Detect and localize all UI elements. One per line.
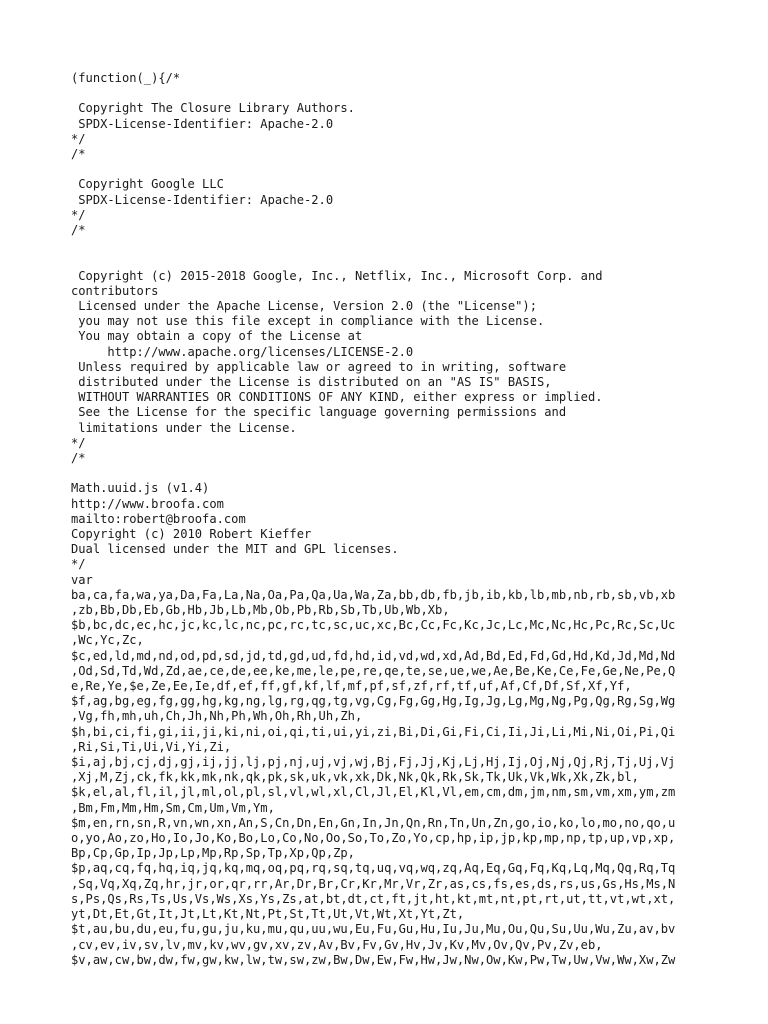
code-line [71, 86, 699, 101]
code-line: $p,aq,cq,fq,hq,iq,jq,kq,mq,oq,pq,rq,sq,tq,uq,vq,wq,zq,Aq,Eq,Gq,Fq,Kq,Lq,Mq,Qq,Rq,Tq [71, 861, 676, 876]
code-line: ,cv,ev,iv,sv,lv,mv,kv,wv,gv,xv,zv,Av,Bv,Fv,Gv,Hv,Jv,Kv,Mv,Ov,Qv,Pv,Zv,eb, [71, 937, 603, 952]
code-line: ,Xj,M,Zj,ck,fk,kk,mk,nk,qk,pk,sk,uk,vk,xk,Dk,Nk,Qk,Rk,Sk,Tk,Uk,Vk,Wk,Xk,Zk,bl, [71, 770, 639, 785]
code-line: Unless required by applicable law or agreed to in writing, software [71, 359, 567, 374]
code-line: */ [71, 207, 86, 222]
code-line: Math.uuid.js (v1.4) [71, 481, 210, 496]
code-line: SPDX-License-Identifier: Apache-2.0 [71, 116, 334, 131]
code-line: mailto:robert@broofa.com [71, 511, 246, 526]
code-line: $c,ed,ld,md,nd,od,pd,sd,jd,td,gd,ud,fd,hd,id,vd,wd,xd,Ad,Bd,Ed,Fd,Gd,Hd,Kd,Jd,Md,Nd [71, 648, 676, 663]
code-line: /* [71, 223, 86, 237]
code-line: Copyright Google LLC [71, 177, 224, 192]
code-line: */ [71, 557, 86, 572]
code-line: /* [71, 451, 86, 466]
code-line: s,Ps,Qs,Rs,Ts,Us,Vs,Ws,Xs,Ys,Zs,at,bt,dt,ct,ft,jt,ht,kt,mt,nt,pt,rt,ut,tt,vt,wt,xt, [71, 891, 676, 906]
code-line: $t,au,bu,du,eu,fu,gu,ju,ku,mu,qu,uu,wu,Eu,Fu,Gu,Hu,Iu,Ju,Mu,Ou,Qu,Su,Uu,Wu,Zu,av,bv [71, 922, 676, 937]
code-line: ba,ca,fa,wa,ya,Da,Fa,La,Na,Oa,Pa,Qa,Ua,Wa,Za,bb,db,fb,jb,ib,kb,lb,mb,nb,rb,sb,vb,xb [71, 587, 676, 602]
code-line: http://www.broofa.com [71, 496, 224, 511]
code-line: ,Wc,Yc,Zc, [71, 633, 144, 648]
code-line: Copyright The Closure Library Authors. [71, 101, 355, 116]
code-line: contributors [71, 283, 159, 298]
code-line: ,Sq,Vq,Xq,Zq,hr,jr,or,qr,rr,Ar,Dr,Br,Cr,Kr,Mr,Vr,Zr,as,cs,fs,es,ds,rs,us,Gs,Hs,Ms,N [71, 876, 676, 891]
code-line: (function(_){/* [71, 71, 181, 85]
code-line: $v,aw,cw,bw,dw,fw,gw,kw,lw,tw,sw,zw,Bw,Dw,Ew,Fw,Hw,Jw,Nw,Ow,Kw,Pw,Tw,Uw,Vw,Ww,Xw,Zw [71, 952, 676, 967]
code-line: distributed under the License is distributed on an "AS IS" BASIS, [71, 375, 552, 389]
code-line: $f,ag,bg,eg,fg,gg,hg,kg,ng,lg,rg,qg,tg,vg,Cg,Fg,Gg,Hg,Ig,Jg,Lg,Mg,Ng,Pg,Qg,Rg,Sg,Wg [71, 694, 676, 709]
code-line: http://www.apache.org/licenses/LICENSE-2.0 [71, 344, 414, 359]
code-line [71, 238, 699, 253]
code-line: Bp,Cp,Gp,Ip,Jp,Lp,Mp,Rp,Sp,Tp,Xp,Qp,Zp, [71, 846, 355, 861]
code-document [71, 71, 699, 968]
code-line: Dual licensed under the MIT and GPL licenses. [71, 542, 399, 557]
code-line: o,yo,Ao,zo,Ho,Io,Jo,Ko,Bo,Lo,Co,No,Oo,So,To,Zo,Yo,cp,hp,ip,jp,kp,mp,np,tp,up,vp,xp, [71, 831, 676, 846]
code-line: yt,Dt,Et,Gt,It,Jt,Lt,Kt,Nt,Pt,St,Tt,Ut,Vt,Wt,Xt,Yt,Zt, [71, 907, 465, 922]
code-line: var [71, 572, 93, 587]
code-line: /* [71, 147, 86, 161]
code-line: Copyright (c) 2010 Robert Kieffer [71, 527, 312, 542]
code-line: SPDX-License-Identifier: Apache-2.0 [71, 192, 334, 207]
code-line [71, 466, 699, 481]
code-line: ,Bm,Fm,Mm,Hm,Sm,Cm,Um,Vm,Ym, [71, 800, 275, 815]
code-line: limitations under the License. [71, 420, 297, 435]
code-line: $b,bc,dc,ec,hc,jc,kc,lc,nc,pc,rc,tc,sc,uc,xc,Bc,Cc,Fc,Kc,Jc,Lc,Mc,Nc,Hc,Pc,Rc,Sc,Uc [71, 618, 676, 633]
code-line: e,Re,Ye,$e,Ze,Ee,Ie,df,ef,ff,gf,kf,lf,mf,pf,sf,zf,rf,tf,uf,Af,Cf,Df,Sf,Xf,Yf, [71, 679, 632, 694]
code-line: */ [71, 131, 86, 146]
code-line: $i,aj,bj,cj,dj,gj,ij,jj,lj,pj,nj,uj,vj,wj,Bj,Fj,Jj,Kj,Lj,Hj,Ij,Oj,Nj,Qj,Rj,Tj,Uj,Vj [71, 755, 676, 770]
code-line: Copyright (c) 2015-2018 Google, Inc., Netflix, Inc., Microsoft Corp. and [71, 268, 603, 283]
code-line: */ [71, 435, 86, 450]
code-line: $h,bi,ci,fi,gi,ii,ji,ki,ni,oi,qi,ti,ui,yi,zi,Bi,Di,Gi,Fi,Ci,Ii,Ji,Li,Mi,Ni,Oi,Pi,Qi [71, 724, 676, 739]
code-line [71, 162, 699, 177]
code-line: ,Od,Sd,Td,Wd,Zd,ae,ce,de,ee,ke,me,le,pe,re,qe,te,se,ue,we,Ae,Be,Ke,Ce,Fe,Ge,Ne,Pe,Q [71, 663, 676, 678]
code-line: $k,el,al,fl,il,jl,ml,ol,pl,sl,vl,wl,xl,Cl,Jl,El,Kl,Vl,em,cm,dm,jm,nm,sm,vm,xm,ym,zm [71, 785, 676, 800]
code-line: ,Vg,fh,mh,uh,Ch,Jh,Nh,Ph,Wh,Oh,Rh,Uh,Zh, [71, 709, 363, 724]
code-line: See the License for the specific language governing permissions and [71, 405, 567, 420]
code-line: ,zb,Bb,Db,Eb,Gb,Hb,Jb,Lb,Mb,Ob,Pb,Rb,Sb,Tb,Ub,Wb,Xb, [71, 603, 450, 618]
code-line: you may not use this file except in compliance with the License. [71, 314, 545, 329]
code-line: Licensed under the Apache License, Version 2.0 (the "License"); [71, 298, 537, 313]
code-line [71, 253, 699, 268]
code-line: You may obtain a copy of the License at [71, 329, 363, 344]
code-line: ,Ri,Si,Ti,Ui,Vi,Yi,Zi, [71, 739, 232, 754]
code-line: WITHOUT WARRANTIES OR CONDITIONS OF ANY KIND, either express or implied. [71, 390, 603, 405]
code-line: $m,en,rn,sn,R,vn,wn,xn,An,S,Cn,Dn,En,Gn,In,Jn,Qn,Rn,Tn,Un,Zn,go,io,ko,lo,mo,no,qo,u [71, 815, 676, 830]
